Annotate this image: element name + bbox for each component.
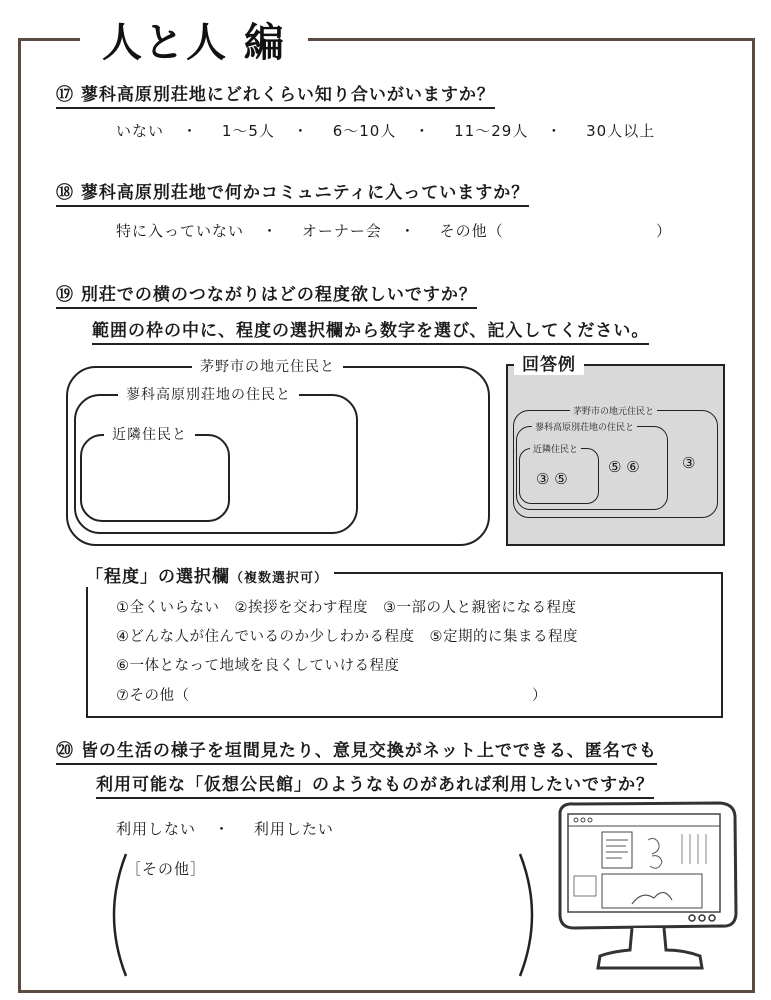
choice-line-2: ④どんな人が住んでいるのか少しわかる程度 ⑤定期的に集まる程度 (116, 629, 578, 645)
question-20-line2: 利用可能な「仮想公民館」のようなものがあれば利用したいですか？ (96, 770, 654, 799)
choices-note: （複数選択可） (230, 571, 329, 586)
q17-option-30-plus[interactable]: 30人以上 (586, 122, 656, 140)
choices-title (80, 562, 334, 587)
q18-other-close: ） (656, 222, 673, 240)
question-18: ⑱ 蓼科高原別荘地で何かコミュニティに入っていますか？ (56, 178, 529, 207)
choice-line-1: ①全くいらない ②挨拶を交わす程度 ③一部の人と親密になる程度 (116, 600, 577, 616)
q18-option-none[interactable]: 特に入っていない (116, 222, 245, 240)
region-outer-label: 茅野市の地元住民と (192, 356, 343, 376)
monitor-illustration (552, 800, 744, 978)
q17-option-1-5[interactable]: 1～5人 (221, 122, 275, 140)
question-19: ⑲ 別荘での横のつながりはどの程度欲しいですか？ (56, 280, 477, 309)
q17-option-6-10[interactable]: 6～10人 (332, 122, 397, 140)
q20-bracket-left (100, 850, 130, 980)
region-inner-box[interactable] (80, 434, 230, 522)
choice-line-3: ⑥一体となって地域を良くしていける程度 (116, 658, 400, 674)
q20-bracket-right (516, 850, 546, 980)
q18-option-other[interactable]: その他（ (439, 222, 504, 240)
q19-instruction: 範囲の枠の中に、程度の選択欄から数字を選び、記入してください。 (92, 316, 649, 345)
example-inner-label: 近隣住民と (530, 442, 581, 455)
q20-options: 利用しない ・ 利用したい (116, 820, 334, 838)
page-title: 人と人 編 (102, 19, 286, 66)
region-middle-label: 蓼科高原別荘地の住民と (118, 384, 299, 404)
example-title: 回答例 (514, 350, 584, 375)
example-middle-label: 蓼科高原別荘地の住民と (532, 420, 637, 433)
choices-title-text: 「程度」の選択欄 (86, 567, 230, 587)
q20-free-answer-area[interactable] (130, 880, 510, 975)
q20-option-no[interactable]: 利用しない (116, 820, 197, 838)
example-outer-label: 茅野市の地元住民と (570, 404, 657, 417)
choice-line-4-close: ） (532, 688, 547, 704)
q17-options: いない ・ 1～5人 ・ 6～10人 ・ 11～29人 ・ 30人以上 (116, 122, 656, 140)
question-17: ⑰ 蓼科高原別荘地にどれくらい知り合いがいますか？ (56, 80, 495, 109)
q20-option-yes[interactable]: 利用したい (253, 820, 334, 838)
choice-line-4-open: ⑦その他（ (116, 688, 190, 704)
title-wrap (80, 10, 308, 68)
q17-option-none[interactable]: いない (116, 122, 165, 140)
example-inner-values: ③ ⑤ (536, 470, 568, 488)
q18-options: 特に入っていない ・ オーナー会 ・ その他（ (116, 222, 504, 240)
region-inner-label: 近隣住民と (104, 424, 195, 444)
q17-option-11-29[interactable]: 11～29人 (454, 122, 529, 140)
example-middle-values: ⑤ ⑥ (608, 458, 640, 476)
q18-option-owners-assoc[interactable]: オーナー会 (301, 222, 382, 240)
question-20-line1: ⑳ 皆の生活の様子を垣間見たり、意見交換がネット上でできる、匿名でも (56, 736, 657, 765)
q20-other-label: ［その他］ (126, 860, 207, 878)
example-outer-values: ③ (682, 454, 696, 472)
